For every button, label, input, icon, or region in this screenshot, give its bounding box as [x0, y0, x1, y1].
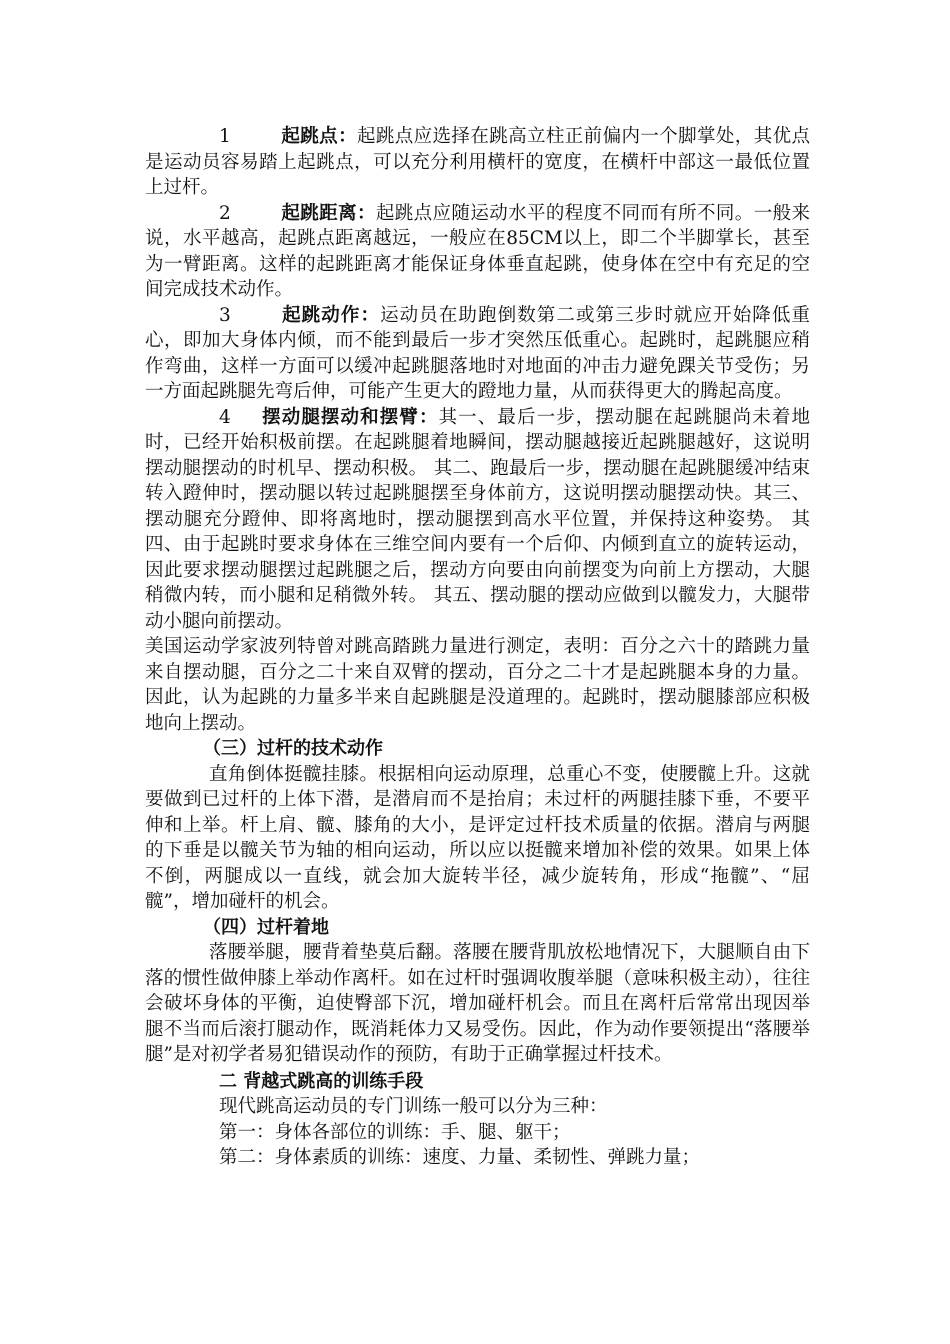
training-list-item: 第一：身体各部位的训练：手、腿、躯干；	[219, 1121, 571, 1143]
document-body	[145, 124, 810, 1171]
part-2-heading: 二 背越式跳高的训练手段	[219, 1070, 424, 1092]
research-paragraph: 美国运动学家波列特曾对跳高踏跳力量进行测定，表明：百分之六十的踏跳力量来自摆动腿，百分之二十来自双臂的摆动，百分之二十才是起跳腿本身的力量。因此，认为起跳的力量多半来自起跳腿是没道理的。起跳时，摆动腿膝部应积极地向上摆动。	[145, 636, 810, 734]
item-number: 2	[219, 202, 231, 224]
section-4-paragraph: 落腰举腿，腰背着垫莫后翻。落腰在腰背肌放松地情况下，大腿顺自由下落的惯性做伸膝上举动作离杆。如在过杆时强调收腹举腿（意味积极主动），往往会破坏身体的平衡，迫使臀部下沉，增加碰杆机会。而且在离杆后常常出现因举腿不当而后滚打腿动作，既消耗体力又易受伤。因此，作为动作要领提出“落腰举腿”是对初学者易犯错误动作的预防，有助于正确掌握过杆技术。	[145, 942, 810, 1065]
item-4-paragraph	[145, 405, 810, 635]
item-title: 摆动腿摆动和摆臂：	[261, 406, 439, 428]
item-text: 起跳点应随运动水平的程度不同而有所不同。一般来说，水平越高，起跳点距离越远，一般应在85CM以上，即二个半脚掌长，甚至为一臂距离。这样的起跳距离才能保证身体垂直起跳，使身体在空中有充足的空间完成技术动作。	[145, 202, 810, 300]
training-list-item: 第二：身体素质的训练：速度、力量、柔韧性、弹跳力量；	[219, 1147, 701, 1168]
item-text: 起跳点应选择在跳高立柱正前偏内一个脚掌处，其优点是运动员容易踏上起跳点，可以充分利用横杆的宽度，在横杆中部这一最低位置上过杆。	[145, 126, 810, 198]
section-3-heading: （三）过杆的技术动作	[203, 738, 383, 759]
item-text: 其一、最后一步，摆动腿在起跳腿尚未着地时，已经开始积极前摆。在起跳腿着地瞬间，摆动腿越接近起跳腿越好，这说明摆动腿摆动的时机早、摆动积极。 其二、跑最后一步，摆动腿在起跳腿缓冲结束转入蹬伸时，摆动腿以转过起跳腿摆至身体前方，这说明摆动腿摆动快。其三、摆动腿充分蹬伸、即将离地时，摆动腿摆到高水平位置，并保持这种姿势。 其四、由于起跳时要求身体在三维空间内要有一个后仰、内倾到直立的旋转运动，因此要求摆动腿摆过起跳腿之后，摆动方向要由向前摆变为向前上方摆动，大腿稍微内转，而小腿和足稍微外转。 其五、摆动腿的摆动应做到以髋发力，大腿带动小腿向前摆动。	[145, 406, 810, 632]
item-3-paragraph	[145, 303, 810, 405]
item-number: 1	[219, 126, 231, 147]
item-2-paragraph	[145, 201, 810, 303]
section-4-heading: （四）过杆着地	[203, 916, 329, 938]
item-title: 起跳点：	[281, 126, 357, 147]
item-text: 运动员在助跑倒数第二或第三步时就应开始降低重心，即加大身体内倾，而不能到最后一步才突然压低重心。起跳时，起跳腿应稍作弯曲，这样一方面可以缓冲起跳腿落地时对地面的冲击力避免踝关节受伤；另一方面起跳腿先弯后伸，可能产生更大的蹬地力量，从而获得更大的腾起高度。	[145, 304, 810, 402]
item-number: 4	[219, 406, 231, 428]
item-title: 起跳动作：	[281, 304, 381, 326]
item-1-paragraph	[145, 124, 810, 201]
part-2-intro: 现代跳高运动员的专门训练一般可以分为三种：	[219, 1096, 608, 1117]
section-3-paragraph: 直角倒体挺髋挂膝。根据相向运动原理，总重心不变，使腰髋上升。这就要做到已过杆的上体下潜，是潜肩而不是抬肩；未过杆的两腿挂膝下垂，不要平伸和上举。杆上肩、髋、膝角的大小，是评定过杆技术质量的依据。潜肩与两腿的下垂是以髋关节为轴的相向运动，所以应以挺髋来增加补偿的效果。如果上体不倒，两腿成以一直线，就会加大旋转半径，减少旋转角，形成“拖髋”、“屈髋”，增加碰杆的机会。	[145, 763, 810, 912]
item-title: 起跳距离：	[281, 202, 376, 224]
item-number: 3	[219, 304, 231, 326]
